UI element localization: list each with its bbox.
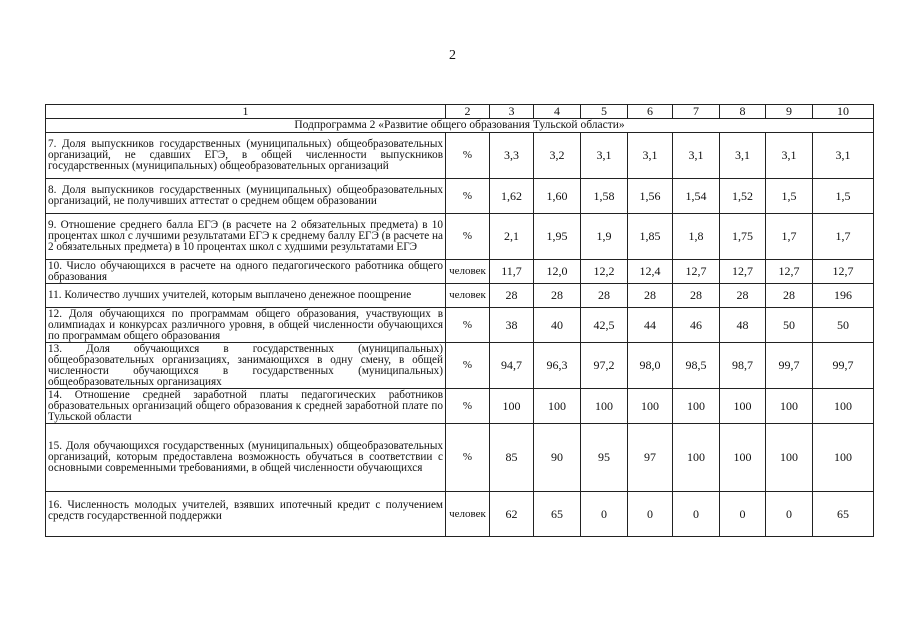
value-cell: 100	[581, 389, 628, 424]
unit-cell: %	[446, 179, 490, 214]
value-cell: 3,1	[581, 133, 628, 179]
value-cell: 100	[628, 389, 673, 424]
value-cell: 97,2	[581, 343, 628, 389]
table-row	[46, 260, 874, 284]
value-cell: 12,7	[766, 260, 813, 284]
unit-cell: %	[446, 133, 490, 179]
value-cell: 98,0	[628, 343, 673, 389]
value-cell: 196	[813, 284, 874, 308]
unit-cell: %	[446, 424, 490, 492]
unit-cell: человек	[446, 260, 490, 284]
value-cell: 1,54	[673, 179, 720, 214]
value-cell: 12,7	[720, 260, 766, 284]
unit-cell: %	[446, 389, 490, 424]
value-cell: 65	[813, 492, 874, 537]
value-cell: 65	[534, 492, 581, 537]
column-header: 7	[673, 105, 720, 119]
value-cell: 12,2	[581, 260, 628, 284]
table-row	[46, 424, 874, 492]
value-cell: 3,3	[490, 133, 534, 179]
value-cell: 28	[766, 284, 813, 308]
value-cell: 1,52	[720, 179, 766, 214]
value-cell: 0	[766, 492, 813, 537]
value-cell: 62	[490, 492, 534, 537]
value-cell: 98,5	[673, 343, 720, 389]
value-cell: 1,75	[720, 214, 766, 260]
indicator-name: 7. Доля выпускников государственных (муниципальных) общеобразовательных организаций, не сдавших ЕГЭ, в общей численности выпускников государственных (муниципальных) общеобразовательных организаций	[46, 133, 446, 179]
value-cell: 99,7	[766, 343, 813, 389]
value-cell: 100	[720, 389, 766, 424]
value-cell: 3,1	[628, 133, 673, 179]
value-cell: 96,3	[534, 343, 581, 389]
value-cell: 3,1	[813, 133, 874, 179]
value-cell: 1,7	[813, 214, 874, 260]
column-header: 2	[446, 105, 490, 119]
value-cell: 12,4	[628, 260, 673, 284]
column-header: 10	[813, 105, 874, 119]
value-cell: 0	[673, 492, 720, 537]
value-cell: 1,56	[628, 179, 673, 214]
value-cell: 28	[490, 284, 534, 308]
value-cell: 50	[813, 308, 874, 343]
column-header: 1	[46, 105, 446, 119]
value-cell: 100	[490, 389, 534, 424]
subprogram-title: Подпрограмма 2 «Развитие общего образования Тульской области»	[46, 119, 874, 133]
indicator-name: 15. Доля обучающихся государственных (муниципальных) общеобразовательных организаций, которым предоставлена возможность обучаться в соответствии с основными современными требованиями, в общей численности обучающихся	[46, 424, 446, 492]
value-cell: 28	[720, 284, 766, 308]
table-row	[46, 133, 874, 179]
unit-cell: %	[446, 308, 490, 343]
unit-cell: человек	[446, 492, 490, 537]
value-cell: 1,7	[766, 214, 813, 260]
value-cell: 44	[628, 308, 673, 343]
unit-cell: человек	[446, 284, 490, 308]
table-row	[46, 343, 874, 389]
value-cell: 1,60	[534, 179, 581, 214]
value-cell: 0	[581, 492, 628, 537]
value-cell: 12,0	[534, 260, 581, 284]
value-cell: 38	[490, 308, 534, 343]
indicator-name: 10. Число обучающихся в расчете на одного педагогического работника общего образования	[46, 260, 446, 284]
value-cell: 100	[673, 424, 720, 492]
unit-cell: %	[446, 214, 490, 260]
value-cell: 3,1	[673, 133, 720, 179]
column-header: 6	[628, 105, 673, 119]
value-cell: 12,7	[673, 260, 720, 284]
value-cell: 3,1	[766, 133, 813, 179]
page-number: 2	[449, 48, 456, 63]
column-header: 5	[581, 105, 628, 119]
indicator-name: 14. Отношение средней заработной платы педагогических работников образовательных организаций общего образования к средней заработной плате по Тульской области	[46, 389, 446, 424]
value-cell: 100	[766, 424, 813, 492]
table-row	[46, 284, 874, 308]
value-cell: 0	[628, 492, 673, 537]
table-row	[46, 214, 874, 260]
value-cell: 100	[673, 389, 720, 424]
value-cell: 95	[581, 424, 628, 492]
indicator-name: 13. Доля обучающихся в государственных (муниципальных) общеобразовательных организациях, занимающихся в одну смену, в общей численности обучающихся в государственных (муниципальных) общеобразовательных организациях	[46, 343, 446, 389]
value-cell: 100	[720, 424, 766, 492]
indicator-name: 16. Численность молодых учителей, взявших ипотечный кредит с получением средств государственной поддержки	[46, 492, 446, 537]
value-cell: 40	[534, 308, 581, 343]
indicators-table	[45, 104, 874, 537]
value-cell: 1,5	[766, 179, 813, 214]
value-cell: 3,1	[720, 133, 766, 179]
table-body	[46, 105, 874, 537]
value-cell: 3,2	[534, 133, 581, 179]
table-row	[46, 389, 874, 424]
value-cell: 90	[534, 424, 581, 492]
value-cell: 1,95	[534, 214, 581, 260]
indicator-name: 8. Доля выпускников государственных (муниципальных) общеобразовательных организаций, не получивших аттестат о среднем общем образовании	[46, 179, 446, 214]
value-cell: 12,7	[813, 260, 874, 284]
value-cell: 1,8	[673, 214, 720, 260]
value-cell: 50	[766, 308, 813, 343]
column-header: 4	[534, 105, 581, 119]
indicator-name: 12. Доля обучающихся по программам общего образования, участвующих в олимпиадах и конкурсах различного уровня, в общей численности обучающихся по программам общего образования	[46, 308, 446, 343]
value-cell: 28	[673, 284, 720, 308]
value-cell: 28	[534, 284, 581, 308]
value-cell: 28	[628, 284, 673, 308]
value-cell: 100	[813, 424, 874, 492]
value-cell: 1,85	[628, 214, 673, 260]
value-cell: 94,7	[490, 343, 534, 389]
column-number-row	[46, 105, 874, 119]
value-cell: 98,7	[720, 343, 766, 389]
table-row	[46, 179, 874, 214]
value-cell: 1,9	[581, 214, 628, 260]
value-cell: 48	[720, 308, 766, 343]
value-cell: 100	[813, 389, 874, 424]
value-cell: 97	[628, 424, 673, 492]
column-header: 3	[490, 105, 534, 119]
table-row	[46, 492, 874, 537]
column-header: 8	[720, 105, 766, 119]
column-header: 9	[766, 105, 813, 119]
indicator-name: 11. Количество лучших учителей, которым выплачено денежное поощрение	[46, 284, 446, 308]
subprogram-row	[46, 119, 874, 133]
indicator-name: 9. Отношение среднего балла ЕГЭ (в расчете на 2 обязательных предмета) в 10 процентах школ с лучшими результатами ЕГЭ к среднему баллу ЕГЭ (в расчете на 2 обязательных предмета) в 10 процентах школ с худшими результатами ЕГЭ	[46, 214, 446, 260]
value-cell: 42,5	[581, 308, 628, 343]
value-cell: 2,1	[490, 214, 534, 260]
value-cell: 46	[673, 308, 720, 343]
value-cell: 1,5	[813, 179, 874, 214]
value-cell: 85	[490, 424, 534, 492]
table-row	[46, 308, 874, 343]
unit-cell: %	[446, 343, 490, 389]
value-cell: 1,58	[581, 179, 628, 214]
value-cell: 100	[534, 389, 581, 424]
value-cell: 28	[581, 284, 628, 308]
value-cell: 100	[766, 389, 813, 424]
value-cell: 1,62	[490, 179, 534, 214]
value-cell: 11,7	[490, 260, 534, 284]
value-cell: 0	[720, 492, 766, 537]
value-cell: 99,7	[813, 343, 874, 389]
